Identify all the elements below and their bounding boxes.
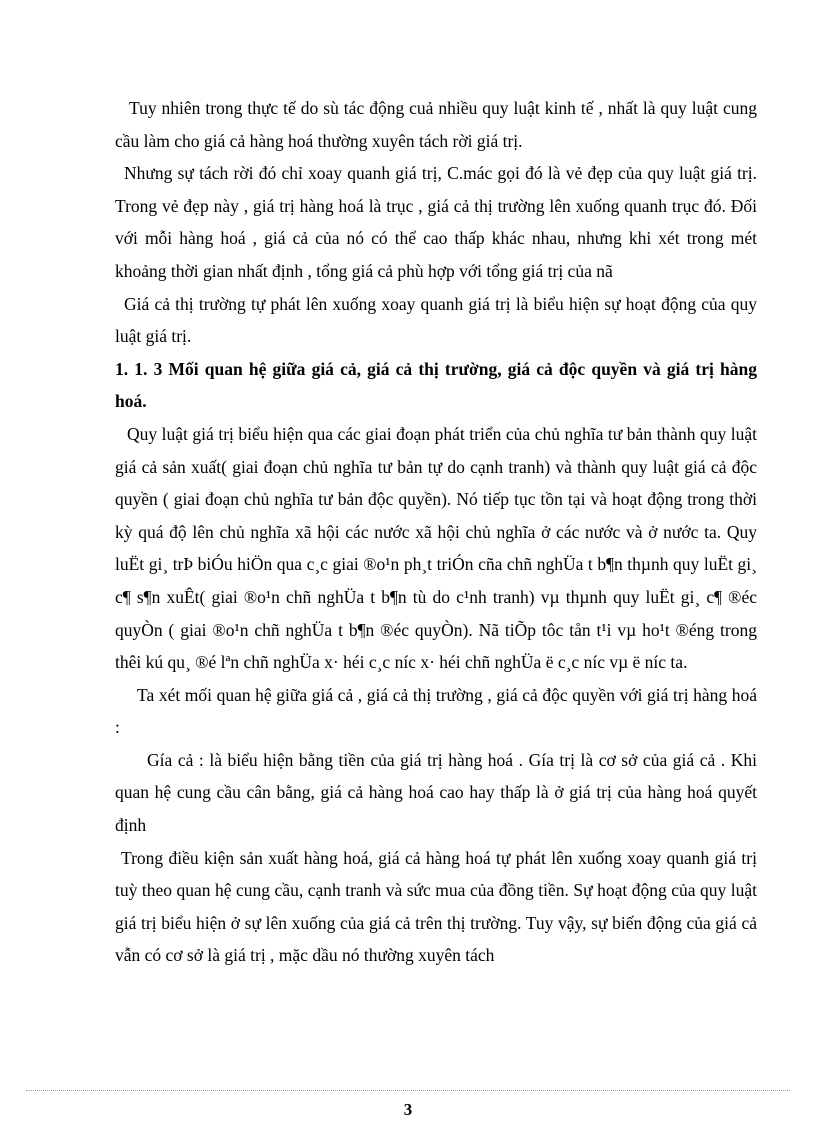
paragraph-price-deviation: Tuy nhiên trong thực tế do sù tác động cuả nhiều quy luật kinh tế , nhất là quy luật cung cầu làm cho giá cả hàng hoá thường xuyên tách rời giá trị. bbox=[115, 98, 757, 151]
paragraph-value-law-stages: Quy luật giá trị biểu hiện qua các giai đoạn phát triển của chủ nghĩa tư bản thành quy luật giá cả sản xuất( giai đoạn chủ nghĩa tư bản tự do cạnh tranh) và thành quy luật giá cả độc quyền ( giai đoạn chủ nghĩa tư bản độc quyền). Nó tiếp tục tồn tại và hoạt động trong thời kỳ quá độ lên chủ nghĩa xã hội các nước xã hội chủ nghĩa ở các nước và ở nước ta. Quy luËt gi¸ trÞ biÓu hiÖn qua c¸c giai ®o¹n ph¸t triÓn cña chñ nghÜa t b¶n thµnh quy luËt gi¸ c¶ s¶n xuÊt( giai ®o¹n chñ nghÜa t b¶n tù do c¹nh tranh) vµ thµnh quy luËt gi¸ c¶ ®éc quyÒn ( giai ®o¹n chñ nghÜa t b¶n ®éc quyÒn). Nã tiÕp tôc tån t¹i vµ ho¹t ®éng trong thêi kú qu¸ ®é lªn chñ nghÜa x· héi c¸c níc x· héi chñ nghÜa ë c¸c níc vµ ë níc ta. bbox=[115, 423, 757, 673]
paragraph-beauty-of-value-law: Nhưng sự tách rời đó chỉ xoay quanh giá trị, C.mác gọi đó là vẻ đẹp của quy luật giá trị. Trong vẻ đẹp này , giá trị hàng hoá là trục , giá cả thị trường lên xuống quanh trục đó. Đối với mỗi hàng hoá , giá cả của nó có thể cao thấp khác nhau, nhưng khi xét trong mét khoảng thời gian nhất định , tổng giá cả phù hợp với tổng giá trị của nã bbox=[115, 163, 757, 281]
footer-divider bbox=[26, 1090, 790, 1091]
paragraph-commodity-production: Trong điều kiện sản xuất hàng hoá, giá cả hàng hoá tự phát lên xuống xoay quanh giá trị tuỳ theo quan hệ cung cầu, cạnh tranh và sức mua của đồng tiền. Sự hoạt động của quy luật giá trị biểu hiện ở sự lên xuống của giá cả trên thị trường. Tuy vậy, sự biến động của giá cả vẫn có cơ sở là giá trị , mặc dầu nó thường xuyên tách bbox=[115, 847, 757, 966]
paragraph-price-definition: Gía cả : là biểu hiện bằng tiền của giá trị hàng hoá . Gía trị là cơ sở của giá cả . Khi quan hệ cung cầu cân bằng, giá cả hàng hoá cao hay thấp là ở giá trị của hàng hoá quyết định bbox=[115, 749, 757, 836]
page-body bbox=[115, 92, 757, 972]
paragraph-market-price-fluctuation: Giá cả thị trường tự phát lên xuống xoay quanh giá trị là biểu hiện sự hoạt động của quy luật giá trị. bbox=[115, 293, 757, 347]
page-number: 3 bbox=[403, 1100, 413, 1119]
paragraph-relationship-intro: Ta xét mối quan hệ giữa giá cả , giá cả thị trường , giá cả độc quyền với giá trị hàng hoá : bbox=[115, 684, 757, 738]
section-heading-1-1-3: 1. 1. 3 Mối quan hệ giữa giá cả, giá cả thị trường, giá cả độc quyền và giá trị hàng hoá. bbox=[115, 358, 757, 412]
